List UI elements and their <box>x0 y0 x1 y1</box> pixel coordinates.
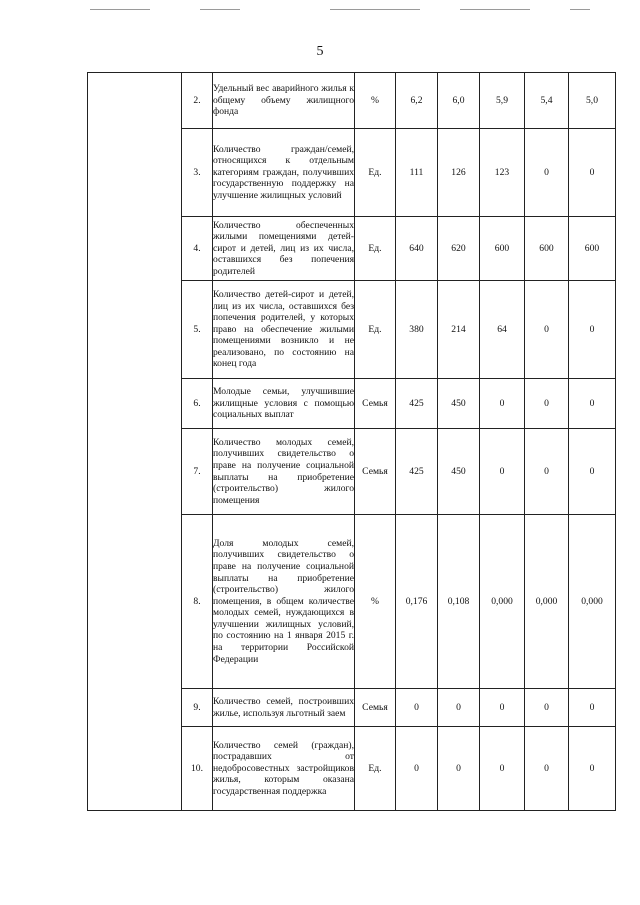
indicator-name: Количество обеспеченных жилыми помещениями детей-сирот и детей, лиц из их числа, оставшихся без попечения родителей <box>213 217 355 281</box>
indicator-name: Количество граждан/семей, относящихся к отдельным категориям граждан, получивших государственную поддержку на улучшение жилищных условий <box>213 129 355 217</box>
value-cell: 0 <box>525 129 569 217</box>
value-cell: 425 <box>396 379 438 429</box>
value-cell: 0 <box>438 727 480 811</box>
value-cell: 0 <box>569 429 616 515</box>
value-cell: 0 <box>569 281 616 379</box>
value-cell: 126 <box>438 129 480 217</box>
row-number: 7. <box>182 429 213 515</box>
value-cell: 64 <box>480 281 525 379</box>
unit-cell: Ед. <box>355 281 396 379</box>
unit-cell: % <box>355 515 396 689</box>
blank-left-column <box>88 73 182 811</box>
unit-cell: Ед. <box>355 727 396 811</box>
value-cell: 0 <box>480 727 525 811</box>
indicator-name: Доля молодых семей, получивших свидетельство о праве на получение социальной выплаты на приобретение (строительство) жилого помещения, в общем количестве молодых семей, нуждающихся в улучшении жилищных условий, по состоянию на 1 января 2015 г. на территории Российской Федерации <box>213 515 355 689</box>
value-cell: 0 <box>525 281 569 379</box>
top-scan-marks <box>0 0 640 16</box>
row-number: 9. <box>182 689 213 727</box>
value-cell: 0 <box>480 429 525 515</box>
indicators-table <box>87 72 616 811</box>
value-cell: 6,2 <box>396 73 438 129</box>
value-cell: 0 <box>480 379 525 429</box>
value-cell: 0 <box>525 379 569 429</box>
value-cell: 600 <box>480 217 525 281</box>
value-cell: 0,000 <box>525 515 569 689</box>
value-cell: 0,000 <box>480 515 525 689</box>
page-number: 5 <box>316 44 324 59</box>
value-cell: 5,0 <box>569 73 616 129</box>
indicator-name: Количество семей, построивших жилье, используя льготный заем <box>213 689 355 727</box>
unit-cell: % <box>355 73 396 129</box>
value-cell: 0 <box>569 689 616 727</box>
indicator-name: Количество молодых семей, получивших свидетельство о праве на получение социальной выплаты на приобретение (строительство) жилого помещения <box>213 429 355 515</box>
row-number: 5. <box>182 281 213 379</box>
unit-cell: Семья <box>355 689 396 727</box>
value-cell: 450 <box>438 379 480 429</box>
value-cell: 0 <box>525 689 569 727</box>
value-cell: 620 <box>438 217 480 281</box>
indicator-name: Молодые семьи, улучшившие жилищные условия с помощью социальных выплат <box>213 379 355 429</box>
value-cell: 425 <box>396 429 438 515</box>
indicator-name: Количество семей (граждан), пострадавших от недобросовестных застройщиков жилья, которым оказана государственная поддержка <box>213 727 355 811</box>
value-cell: 0 <box>396 727 438 811</box>
value-cell: 214 <box>438 281 480 379</box>
value-cell: 0 <box>569 727 616 811</box>
value-cell: 0 <box>569 129 616 217</box>
table-row <box>88 73 616 129</box>
value-cell: 640 <box>396 217 438 281</box>
unit-cell: Ед. <box>355 129 396 217</box>
value-cell: 5,9 <box>480 73 525 129</box>
indicator-name: Количество детей-сирот и детей, лиц из их числа, оставшихся без попечения родителей, у которых право на обеспечение жилыми помещениями возникло и не реализовано, по состоянию на конец года <box>213 281 355 379</box>
unit-cell: Семья <box>355 379 396 429</box>
value-cell: 380 <box>396 281 438 379</box>
value-cell: 0 <box>438 689 480 727</box>
value-cell: 111 <box>396 129 438 217</box>
value-cell: 0,108 <box>438 515 480 689</box>
value-cell: 0 <box>525 727 569 811</box>
row-number: 4. <box>182 217 213 281</box>
row-number: 8. <box>182 515 213 689</box>
value-cell: 0,000 <box>569 515 616 689</box>
value-cell: 0 <box>569 379 616 429</box>
unit-cell: Семья <box>355 429 396 515</box>
row-number: 6. <box>182 379 213 429</box>
row-number: 10. <box>182 727 213 811</box>
unit-cell: Ед. <box>355 217 396 281</box>
value-cell: 600 <box>525 217 569 281</box>
value-cell: 5,4 <box>525 73 569 129</box>
value-cell: 450 <box>438 429 480 515</box>
value-cell: 600 <box>569 217 616 281</box>
row-number: 2. <box>182 73 213 129</box>
value-cell: 0 <box>525 429 569 515</box>
indicator-name: Удельный вес аварийного жилья к общему объему жилищного фонда <box>213 73 355 129</box>
value-cell: 0 <box>480 689 525 727</box>
value-cell: 6,0 <box>438 73 480 129</box>
value-cell: 0,176 <box>396 515 438 689</box>
value-cell: 123 <box>480 129 525 217</box>
row-number: 3. <box>182 129 213 217</box>
value-cell: 0 <box>396 689 438 727</box>
